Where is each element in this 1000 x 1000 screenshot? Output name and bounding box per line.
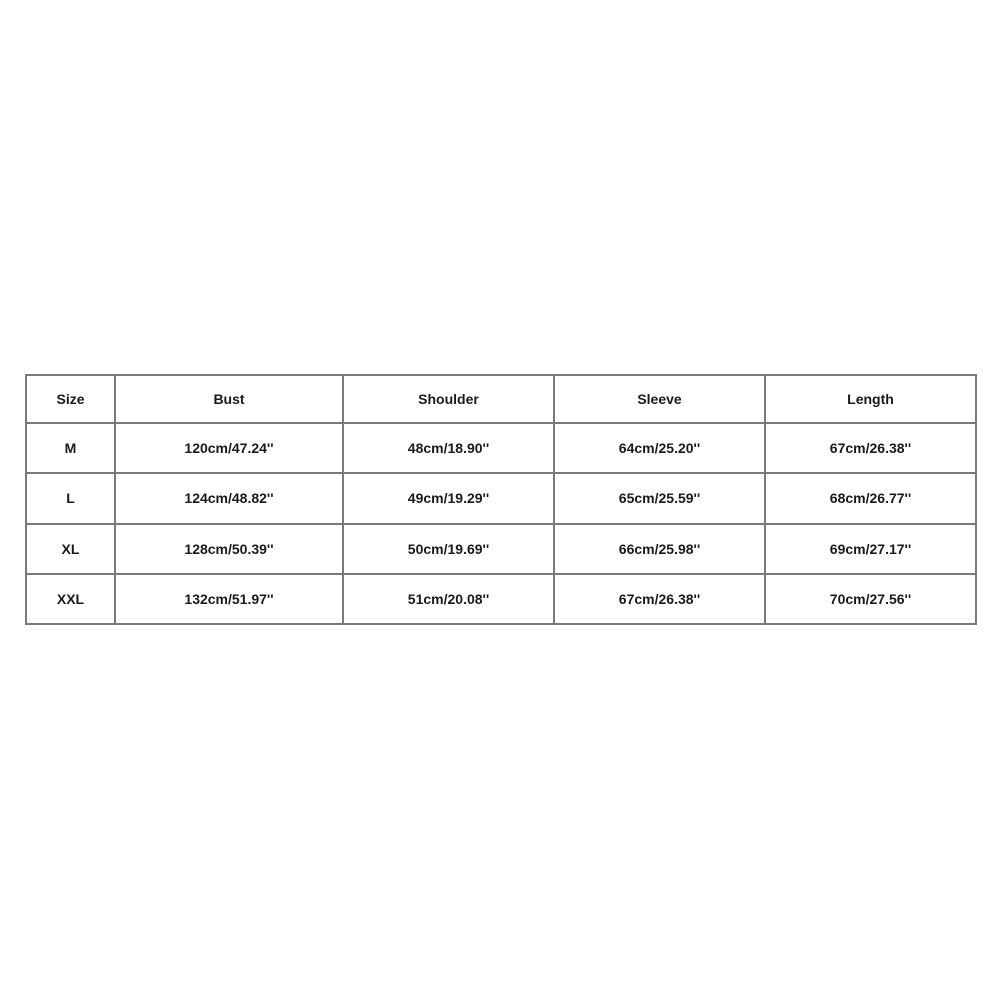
cell-size: L	[26, 473, 115, 523]
table-row	[26, 473, 976, 523]
table-row	[26, 574, 976, 624]
cell-length: 67cm/26.38''	[765, 423, 976, 473]
cell-bust: 128cm/50.39''	[115, 524, 343, 574]
cell-size: XXL	[26, 574, 115, 624]
cell-shoulder: 50cm/19.69''	[343, 524, 554, 574]
size-chart-table	[25, 374, 977, 625]
cell-length: 68cm/26.77''	[765, 473, 976, 523]
cell-size: XL	[26, 524, 115, 574]
cell-sleeve: 66cm/25.98''	[554, 524, 765, 574]
cell-sleeve: 67cm/26.38''	[554, 574, 765, 624]
cell-length: 69cm/27.17''	[765, 524, 976, 574]
cell-length: 70cm/27.56''	[765, 574, 976, 624]
header-size: Size	[26, 375, 115, 423]
header-bust: Bust	[115, 375, 343, 423]
cell-sleeve: 64cm/25.20''	[554, 423, 765, 473]
table-row	[26, 423, 976, 473]
cell-size: M	[26, 423, 115, 473]
table-row	[26, 524, 976, 574]
header-sleeve: Sleeve	[554, 375, 765, 423]
header-shoulder: Shoulder	[343, 375, 554, 423]
header-length: Length	[765, 375, 976, 423]
cell-bust: 132cm/51.97''	[115, 574, 343, 624]
cell-shoulder: 49cm/19.29''	[343, 473, 554, 523]
cell-bust: 120cm/47.24''	[115, 423, 343, 473]
cell-sleeve: 65cm/25.59''	[554, 473, 765, 523]
header-row	[26, 375, 976, 423]
cell-shoulder: 51cm/20.08''	[343, 574, 554, 624]
cell-bust: 124cm/48.82''	[115, 473, 343, 523]
cell-shoulder: 48cm/18.90''	[343, 423, 554, 473]
